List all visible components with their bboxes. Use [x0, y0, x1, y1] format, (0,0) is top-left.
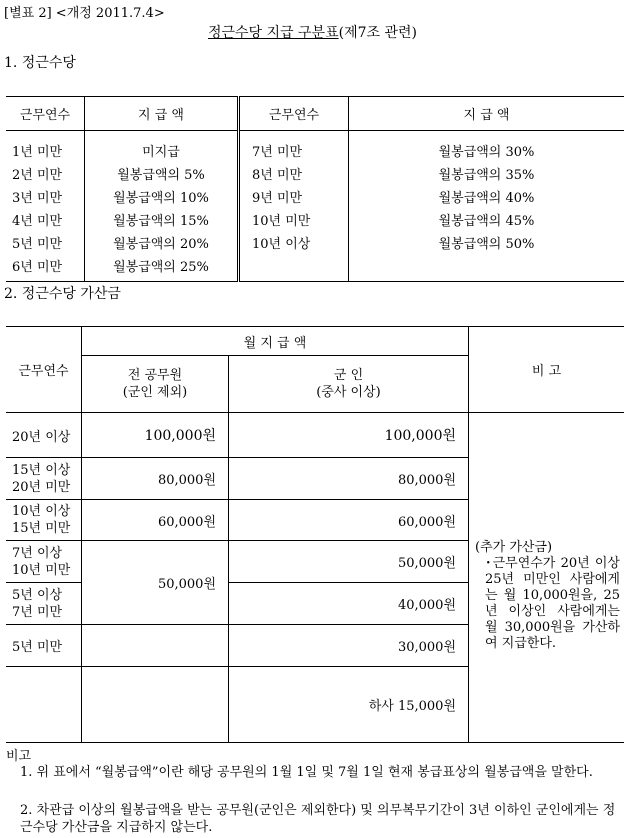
military-amount: 하사 15,000원	[229, 667, 469, 743]
years-cell: 10년 미만	[239, 208, 349, 231]
military-amount: 30,000원	[229, 625, 469, 667]
military-amount: 40,000원	[229, 583, 469, 625]
years-line: 5년 이상	[12, 587, 63, 603]
empty-cell	[239, 254, 349, 282]
amount-cell: 월봉급액의 10%	[85, 185, 239, 208]
section2-heading: 2. 정근수당 가산금	[4, 286, 121, 302]
header-mil-label: 군 인	[333, 368, 364, 383]
allowance-table	[6, 96, 624, 282]
years-cell: 20년 이상	[6, 413, 82, 458]
years-cell: 7년 미만	[239, 131, 349, 163]
header-years: 근무연수	[6, 327, 82, 413]
years-cell: 2년 미만	[6, 162, 85, 185]
years-cell: 6년 미만	[6, 254, 85, 282]
table-row	[6, 185, 624, 208]
amount-cell: 월봉급액의 30%	[438, 145, 535, 160]
all-staff-amount: 80,000원	[82, 458, 229, 500]
header-amount-left: 지 급 액	[85, 97, 239, 131]
amount-cell: 월봉급액의 40%	[438, 191, 535, 206]
years-cell	[6, 500, 82, 541]
header-note: 비 고	[469, 327, 625, 413]
years-cell	[6, 541, 82, 583]
header-all-label: 전 공무원	[127, 368, 183, 383]
years-line: 15년 미만	[12, 521, 71, 536]
title-main: 정근수당 지급 구분표	[207, 25, 339, 41]
years-line: 15년 이상	[12, 462, 71, 478]
header-all-sub: (군인 제외)	[122, 385, 188, 400]
extra-allowance-table	[6, 326, 624, 743]
amount-cell: 월봉급액의 25%	[85, 254, 239, 282]
years-line: 10년 미만	[12, 562, 71, 578]
years-cell: 10년 이상	[239, 231, 349, 254]
years-cell: 9년 미만	[239, 185, 349, 208]
note-cell	[469, 413, 625, 743]
title-ref: (제7조 관련)	[338, 25, 417, 41]
empty-cell	[82, 625, 229, 667]
years-cell: 5년 미만	[6, 625, 82, 667]
years-cell	[6, 583, 82, 625]
years-line: 10년 이상	[12, 504, 71, 519]
military-amount: 50,000원	[229, 541, 469, 583]
all-staff-amount: 50,000원	[82, 541, 229, 625]
remark-item: 1. 위 표에서 “월봉급액”이란 해당 공무원의 1월 1일 및 7월 1일 현재 봉급표상의 월봉급액을 말한다.	[20, 765, 593, 780]
document-title	[0, 22, 625, 42]
header-military	[229, 356, 469, 413]
table-row	[6, 413, 624, 458]
note-body: ･근무연수가 20년 이상 25년 미만인 사람에게는 월 10,000원을, 25년 이상인 사람에게는 월 30,000원을 가산하여 지급한다.	[485, 555, 620, 651]
years-line: 7년 이상	[12, 545, 63, 561]
header-years-right: 근무연수	[239, 97, 349, 131]
note-title: (추가 가산금)	[475, 539, 553, 555]
years-cell: 8년 미만	[239, 162, 349, 185]
table-row	[6, 231, 624, 254]
table-row	[6, 162, 624, 185]
section1-heading: 1. 정근수당	[4, 55, 76, 71]
empty-cell	[349, 254, 625, 282]
amount-cell: 월봉급액의 5%	[85, 162, 239, 185]
amount-cell: 미지급	[85, 131, 239, 163]
table-header-row	[6, 327, 624, 356]
military-amount: 80,000원	[229, 458, 469, 500]
military-amount: 100,000원	[229, 413, 469, 458]
years-cell: 3년 미만	[6, 185, 85, 208]
years-cell: 5년 미만	[6, 231, 85, 254]
header-mil-sub: (중사 이상)	[316, 385, 381, 400]
all-staff-amount: 100,000원	[82, 413, 229, 458]
header-monthly: 월 지 급 액	[82, 327, 469, 356]
header-years-left: 근무연수	[6, 97, 85, 131]
years-line: 7년 미만	[12, 604, 63, 620]
remark-item: 2. 차관급 이상의 월봉급액을 받는 공무원(군인은 제외한다) 및 의무복무기간이 3년 이하인 군인에게는 정근수당 가산금을 지급하지 않는다.	[20, 803, 616, 835]
years-cell: 1년 미만	[6, 131, 85, 163]
years-line: 20년 미만	[12, 479, 71, 495]
amount-cell: 월봉급액의 20%	[85, 231, 239, 254]
header-all-staff	[82, 356, 229, 413]
table-row	[6, 208, 624, 231]
years-cell: 4년 미만	[6, 208, 85, 231]
table-row	[6, 131, 624, 163]
amount-cell: 월봉급액의 45%	[438, 214, 535, 229]
table-header-row	[6, 97, 624, 131]
empty-cell	[82, 667, 229, 743]
military-amount: 60,000원	[229, 500, 469, 541]
empty-cell	[6, 667, 82, 743]
amount-cell: 월봉급액의 35%	[438, 168, 535, 183]
years-cell	[6, 458, 82, 500]
amount-cell: 월봉급액의 50%	[438, 237, 535, 252]
remarks-label: 비고	[6, 749, 32, 764]
header-amount-right: 지 급 액	[349, 97, 625, 131]
all-staff-amount: 60,000원	[82, 500, 229, 541]
table-row	[6, 254, 624, 282]
page-header: [별표 2] <개정 2011.7.4>	[4, 6, 165, 21]
amount-cell: 월봉급액의 15%	[85, 208, 239, 231]
